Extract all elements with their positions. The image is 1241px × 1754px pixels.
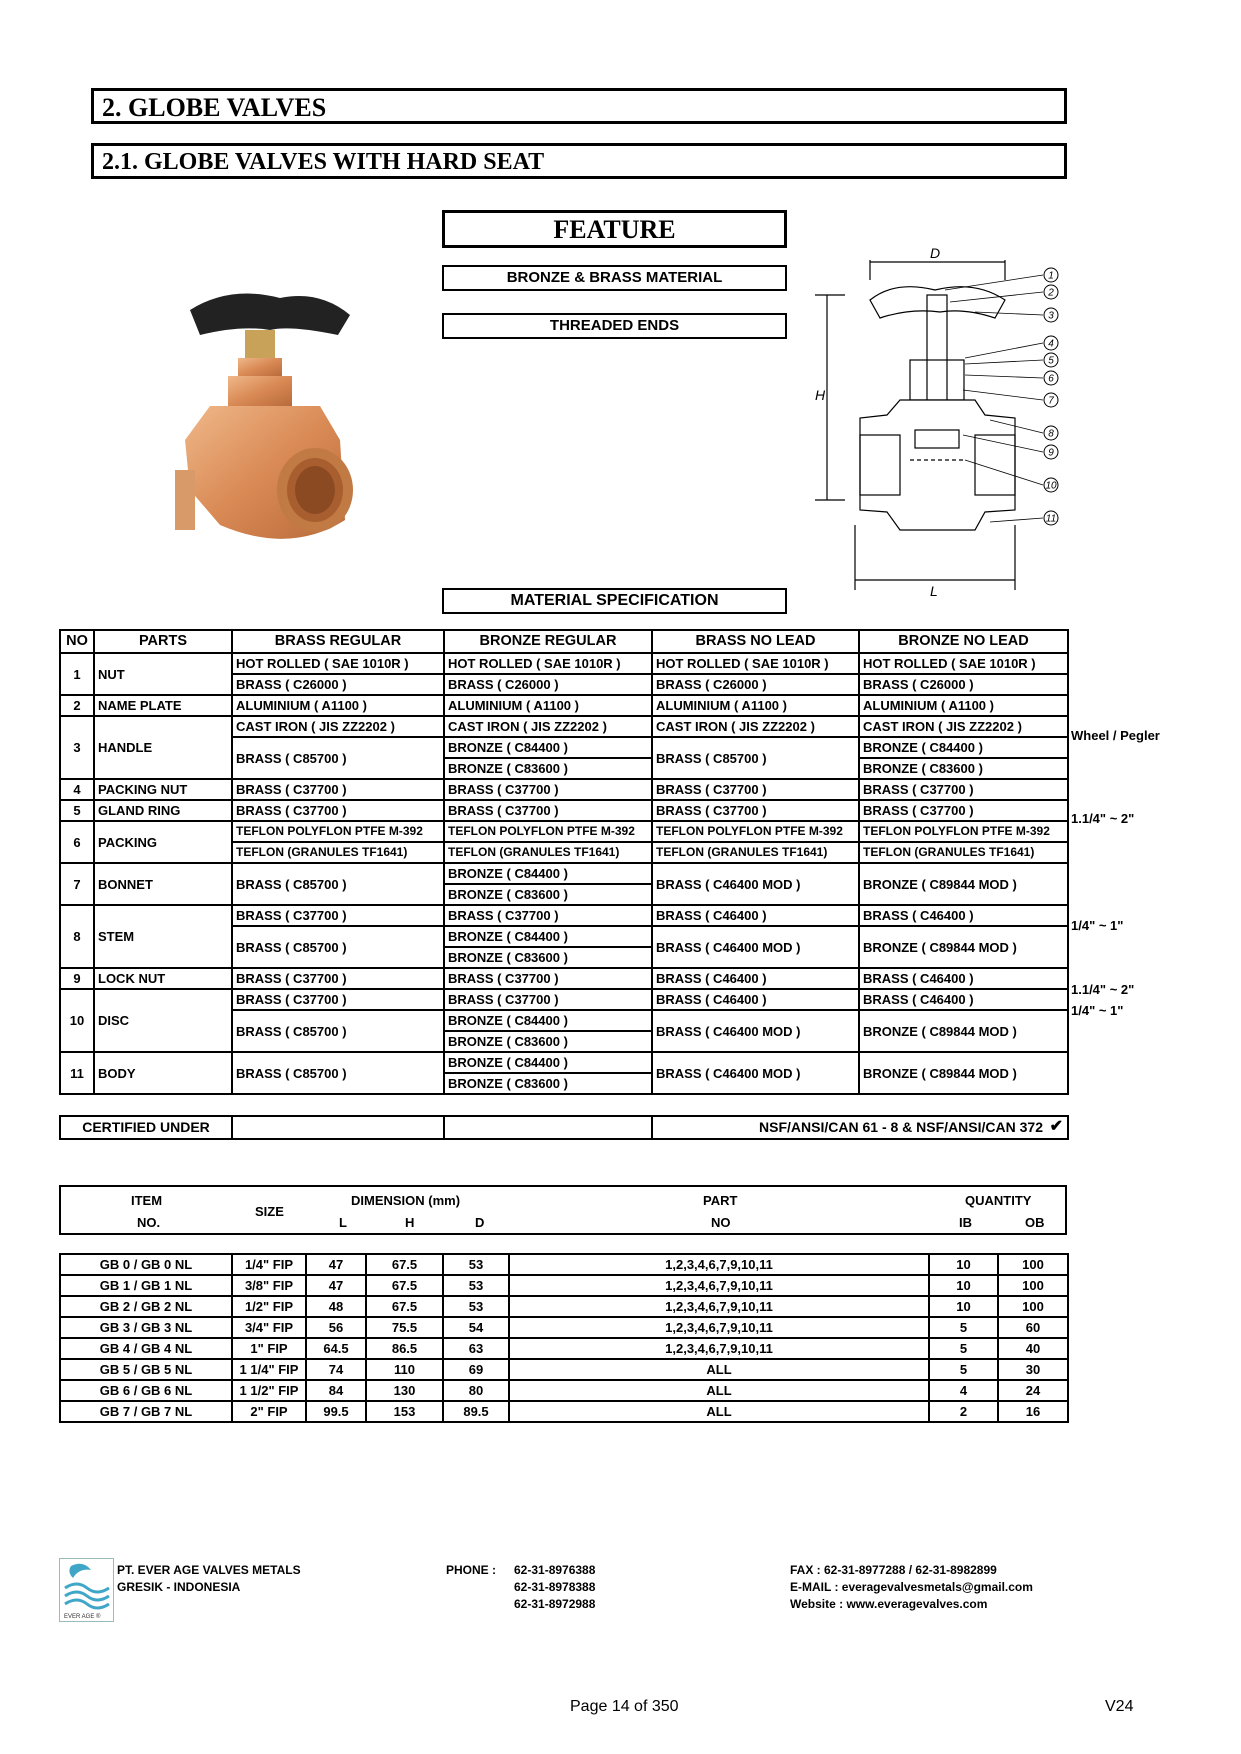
phone-label: PHONE : (446, 1563, 497, 1577)
side-note-disc: 1/4" ~ 1" (1071, 1003, 1124, 1018)
cell-item: GB 5 / GB 5 NL (60, 1359, 232, 1380)
callout-number: 11 (1045, 513, 1057, 525)
cell: BRASS ( C37700 ) (652, 800, 859, 821)
col-no: NO (60, 630, 94, 653)
cell-h: 130 (366, 1380, 443, 1401)
cell: BRASS ( C46400 MOD ) (652, 926, 859, 968)
feature-item-label: THREADED ENDS (549, 317, 680, 334)
section-heading (91, 88, 1067, 124)
cell: BRONZE ( C84400 ) (444, 737, 652, 758)
table-row (60, 968, 1068, 989)
dimension-table-header (59, 1185, 1067, 1235)
table-row (60, 821, 1068, 842)
material-spec-box (442, 588, 787, 614)
cell-part: ALL (509, 1359, 929, 1380)
cell-part: 1,2,3,4,6,7,9,10,11 (509, 1338, 929, 1359)
table-row (60, 905, 1068, 926)
callout-leader (965, 375, 1043, 378)
material-spec-label: MATERIAL SPECIFICATION (510, 592, 719, 609)
header-l: L (339, 1215, 347, 1230)
cell: BRASS ( C26000 ) (652, 674, 859, 695)
cell: BRASS ( C37700 ) (859, 800, 1068, 821)
cell: BRASS ( C37700 ) (444, 989, 652, 1010)
row-no: 2 (60, 695, 94, 716)
table-row (60, 1380, 1068, 1401)
cell: BRASS ( C37700 ) (859, 779, 1068, 800)
dim-label-h: H (815, 387, 826, 403)
cell: BRONZE ( C84400 ) (444, 1010, 652, 1031)
feature-title-box (442, 210, 787, 248)
side-note-handle: Wheel / Pegler (1071, 728, 1160, 743)
table-row (60, 1254, 1068, 1275)
row-part: PACKING NUT (94, 779, 232, 800)
website-link[interactable]: Website : www.everagevalves.com (790, 1597, 988, 1611)
cell-size: 1/4" FIP (232, 1254, 306, 1275)
cell: ALUMINIUM ( A1100 ) (859, 695, 1068, 716)
cell-d: 69 (443, 1359, 509, 1380)
section-title: 2. GLOBE VALVES (102, 93, 327, 122)
checkmark-icon: ✔ (1049, 1118, 1063, 1135)
cell: BRONZE ( C84400 ) (444, 926, 652, 947)
cell-ob: 24 (998, 1380, 1068, 1401)
phone-1: 62-31-8976388 (514, 1563, 596, 1577)
material-header-row (60, 630, 1068, 653)
cell-size: 1/2" FIP (232, 1296, 306, 1317)
callout-leader (963, 390, 1043, 400)
cell: BRASS ( C37700 ) (444, 800, 652, 821)
header-size: SIZE (255, 1204, 284, 1219)
table-row (60, 863, 1068, 884)
cell: BRONZE ( C84400 ) (859, 737, 1068, 758)
cell: TEFLON (GRANULES TF1641) (232, 842, 444, 863)
table-row (60, 1359, 1068, 1380)
cell-ob: 100 (998, 1275, 1068, 1296)
cell (232, 1116, 444, 1139)
callout-number: 8 (1048, 428, 1054, 440)
row-part: NUT (94, 653, 232, 695)
cell-item: GB 2 / GB 2 NL (60, 1296, 232, 1317)
header-ob: OB (1025, 1215, 1045, 1230)
phone-2: 62-31-8978388 (514, 1580, 596, 1594)
cell: BRASS ( C26000 ) (444, 674, 652, 695)
cell: BRASS ( C37700 ) (232, 905, 444, 926)
cell-size: 2" FIP (232, 1401, 306, 1422)
logo-text: EVER AGE ® (64, 1614, 101, 1620)
row-part: DISC (94, 989, 232, 1052)
callout-number: 7 (1048, 395, 1054, 407)
subsection-heading (91, 143, 1067, 179)
cell-l: 48 (306, 1296, 366, 1317)
cell: CAST IRON ( JIS ZZ2202 ) (652, 716, 859, 737)
cell-d: 80 (443, 1380, 509, 1401)
callout-leader (965, 360, 1043, 364)
header-dimension: DIMENSION (mm) (351, 1193, 461, 1208)
cell-ib: 5 (929, 1359, 998, 1380)
side-note-lock-nut: 1.1/4" ~ 2" (1071, 982, 1135, 997)
cell-ib: 5 (929, 1317, 998, 1338)
cell: BRONZE ( C89844 MOD ) (859, 926, 1068, 968)
cell: ALUMINIUM ( A1100 ) (652, 695, 859, 716)
side-note-stem: 1/4" ~ 1" (1071, 918, 1124, 933)
cell: BRASS ( C46400 ) (859, 905, 1068, 926)
cell-l: 47 (306, 1254, 366, 1275)
row-no: 6 (60, 821, 94, 863)
cell-part: 1,2,3,4,6,7,9,10,11 (509, 1275, 929, 1296)
cell: BRASS ( C46400 MOD ) (652, 1010, 859, 1052)
cell: BRASS ( C46400 ) (652, 968, 859, 989)
cell: ALUMINIUM ( A1100 ) (444, 695, 652, 716)
callout-number: 6 (1048, 373, 1054, 385)
cell: BRASS ( C46400 ) (859, 989, 1068, 1010)
cell-part: 1,2,3,4,6,7,9,10,11 (509, 1317, 929, 1338)
cell: BRASS ( C26000 ) (232, 674, 444, 695)
table-row (60, 1338, 1068, 1359)
email: E-MAIL : everagevalvesmetals@gmail.com (790, 1580, 1033, 1594)
cell-h: 86.5 (366, 1338, 443, 1359)
phone-3: 62-31-8972988 (514, 1597, 596, 1611)
subsection-title: 2.1. GLOBE VALVES WITH HARD SEAT (102, 149, 545, 175)
header-item-no: NO. (137, 1215, 161, 1230)
cell-ob: 40 (998, 1338, 1068, 1359)
cell-d: 53 (443, 1275, 509, 1296)
cell-l: 84 (306, 1380, 366, 1401)
feature-item-material (442, 265, 787, 291)
cell-size: 1 1/2" FIP (232, 1380, 306, 1401)
cell: CAST IRON ( JIS ZZ2202 ) (859, 716, 1068, 737)
row-no: 4 (60, 779, 94, 800)
cell: BRASS ( C85700 ) (232, 926, 444, 968)
cell: TEFLON POLYFLON PTFE M-392 (652, 821, 859, 842)
cell-l: 56 (306, 1317, 366, 1338)
cell-ob: 100 (998, 1254, 1068, 1275)
cell: BRASS ( C37700 ) (444, 905, 652, 926)
cell-ib: 10 (929, 1254, 998, 1275)
cell: BRONZE ( C89844 MOD ) (859, 1052, 1068, 1094)
cell-d: 54 (443, 1317, 509, 1338)
cell-d: 53 (443, 1254, 509, 1275)
header-ib: IB (959, 1215, 972, 1230)
cell: BRASS ( C37700 ) (232, 968, 444, 989)
cell-h: 67.5 (366, 1254, 443, 1275)
header-h: H (405, 1215, 415, 1230)
cell: BRASS ( C85700 ) (232, 737, 444, 779)
cell-item: GB 3 / GB 3 NL (60, 1317, 232, 1338)
cell: BRASS ( C46400 ) (652, 989, 859, 1010)
cell: BRASS ( C85700 ) (652, 737, 859, 779)
callout-leader (990, 518, 1043, 522)
cell-l: 64.5 (306, 1338, 366, 1359)
row-part: HANDLE (94, 716, 232, 779)
cell: BRASS ( C46400 MOD ) (652, 1052, 859, 1094)
col-parts: PARTS (94, 630, 232, 653)
cell-size: 3/4" FIP (232, 1317, 306, 1338)
cell-item: GB 6 / GB 6 NL (60, 1380, 232, 1401)
version-label: V24 (1105, 1698, 1134, 1715)
cell: TEFLON POLYFLON PTFE M-392 (232, 821, 444, 842)
cell-ib: 2 (929, 1401, 998, 1422)
callout-number: 2 (1048, 287, 1054, 299)
table-row (60, 1317, 1068, 1338)
callout-number: 4 (1048, 338, 1054, 350)
table-row (60, 800, 1068, 821)
cell-ib: 10 (929, 1275, 998, 1296)
row-part: NAME PLATE (94, 695, 232, 716)
row-part: BONNET (94, 863, 232, 905)
cell-h: 67.5 (366, 1275, 443, 1296)
certified-table (59, 1115, 1069, 1140)
material-spec-table (59, 629, 1069, 1095)
dim-label-l: L (930, 583, 938, 599)
cell: TEFLON (GRANULES TF1641) (859, 842, 1068, 863)
cell (444, 1116, 652, 1139)
cell: BRASS ( C37700 ) (444, 968, 652, 989)
cell: TEFLON POLYFLON PTFE M-392 (859, 821, 1068, 842)
cell-l: 99.5 (306, 1401, 366, 1422)
col-bronze-regular: BRONZE REGULAR (444, 630, 652, 653)
header-item: ITEM (131, 1193, 163, 1208)
cell-item: GB 4 / GB 4 NL (60, 1338, 232, 1359)
cell: BRASS ( C85700 ) (232, 863, 444, 905)
globe-valve-photo (170, 290, 370, 570)
cell-ob: 60 (998, 1317, 1068, 1338)
cell: HOT ROLLED ( SAE 1010R ) (232, 653, 444, 674)
cell-h: 67.5 (366, 1296, 443, 1317)
valve-cross-section-drawing (815, 240, 1075, 610)
certified-value: NSF/ANSI/CAN 61 - 8 & NSF/ANSI/CAN 372 (759, 1119, 1043, 1135)
cell: BRASS ( C26000 ) (859, 674, 1068, 695)
table-row (60, 716, 1068, 737)
callout-number: 10 (1045, 480, 1057, 492)
cell-part: 1,2,3,4,6,7,9,10,11 (509, 1296, 929, 1317)
cell-h: 75.5 (366, 1317, 443, 1338)
header-d: D (475, 1215, 485, 1230)
row-part: GLAND RING (94, 800, 232, 821)
callout-leader (945, 275, 1043, 290)
cell: BRONZE ( C83600 ) (444, 758, 652, 779)
cell: BRONZE ( C84400 ) (444, 1052, 652, 1073)
table-row (60, 779, 1068, 800)
page-number: Page 14 of 350 (570, 1698, 679, 1715)
row-no: 7 (60, 863, 94, 905)
cell: BRASS ( C37700 ) (652, 779, 859, 800)
cell: ALUMINIUM ( A1100 ) (232, 695, 444, 716)
cell: BRASS ( C85700 ) (232, 1052, 444, 1094)
cell: TEFLON POLYFLON PTFE M-392 (444, 821, 652, 842)
feature-title: FEATURE (553, 215, 676, 244)
callout-number: 3 (1048, 310, 1054, 322)
feature-item-ends (442, 313, 787, 339)
cell-item: GB 1 / GB 1 NL (60, 1275, 232, 1296)
cell: BRASS ( C46400 MOD ) (652, 863, 859, 905)
cell: HOT ROLLED ( SAE 1010R ) (859, 653, 1068, 674)
table-row (60, 653, 1068, 674)
callout-number: 9 (1048, 447, 1054, 459)
header-part: PART (703, 1193, 738, 1208)
row-part: PACKING (94, 821, 232, 863)
cell: TEFLON (GRANULES TF1641) (652, 842, 859, 863)
callout-number: 5 (1048, 355, 1054, 367)
certified-value-cell (652, 1116, 1068, 1139)
cell: BRASS ( C37700 ) (444, 779, 652, 800)
row-part: STEM (94, 905, 232, 968)
cell: BRONZE ( C83600 ) (859, 758, 1068, 779)
cell: BRONZE ( C83600 ) (444, 884, 652, 905)
row-no: 5 (60, 800, 94, 821)
table-row (60, 1401, 1068, 1422)
callout-number: 1 (1048, 270, 1054, 282)
header-part-no: NO (711, 1215, 731, 1230)
cell-d: 63 (443, 1338, 509, 1359)
table-row (60, 989, 1068, 1010)
cell: HOT ROLLED ( SAE 1010R ) (652, 653, 859, 674)
cell-size: 1" FIP (232, 1338, 306, 1359)
company-location: GRESIK - INDONESIA (117, 1580, 241, 1594)
cell: TEFLON (GRANULES TF1641) (444, 842, 652, 863)
row-part: LOCK NUT (94, 968, 232, 989)
table-row (60, 695, 1068, 716)
cell: HOT ROLLED ( SAE 1010R ) (444, 653, 652, 674)
company-logo (59, 1558, 114, 1622)
col-bronze-no-lead: BRONZE NO LEAD (859, 630, 1068, 653)
row-no: 1 (60, 653, 94, 695)
dimension-table (59, 1253, 1069, 1423)
cell: BRASS ( C46400 ) (652, 905, 859, 926)
cell-l: 47 (306, 1275, 366, 1296)
cell-ob: 100 (998, 1296, 1068, 1317)
cell: BRASS ( C37700 ) (232, 800, 444, 821)
cell: BRONZE ( C83600 ) (444, 1031, 652, 1052)
table-row (60, 1052, 1068, 1073)
cell-ib: 10 (929, 1296, 998, 1317)
col-brass-regular: BRASS REGULAR (232, 630, 444, 653)
cell-h: 110 (366, 1359, 443, 1380)
company-name: PT. EVER AGE VALVES METALS (117, 1563, 301, 1577)
cell: BRONZE ( C89844 MOD ) (859, 1010, 1068, 1052)
side-note-gland-ring: 1.1/4" ~ 2" (1071, 811, 1135, 826)
fax: FAX : 62-31-8977288 / 62-31-8982899 (790, 1563, 997, 1577)
certified-label: CERTIFIED UNDER (60, 1116, 232, 1139)
cell: BRONZE ( C84400 ) (444, 863, 652, 884)
cell-ib: 4 (929, 1380, 998, 1401)
cell-h: 153 (366, 1401, 443, 1422)
cell-ob: 30 (998, 1359, 1068, 1380)
cell-item: GB 0 / GB 0 NL (60, 1254, 232, 1275)
cell-d: 89.5 (443, 1401, 509, 1422)
cell: CAST IRON ( JIS ZZ2202 ) (232, 716, 444, 737)
cell-ib: 5 (929, 1338, 998, 1359)
row-no: 3 (60, 716, 94, 779)
cell-part: ALL (509, 1380, 929, 1401)
cell-part: 1,2,3,4,6,7,9,10,11 (509, 1254, 929, 1275)
cell-part: ALL (509, 1401, 929, 1422)
row-no: 8 (60, 905, 94, 968)
cell-size: 1 1/4" FIP (232, 1359, 306, 1380)
row-no: 11 (60, 1052, 94, 1094)
cell-d: 53 (443, 1296, 509, 1317)
cell: BRASS ( C85700 ) (232, 1010, 444, 1052)
row-no: 10 (60, 989, 94, 1052)
dim-label-d: D (930, 245, 941, 261)
cell-ob: 16 (998, 1401, 1068, 1422)
cell-size: 3/8" FIP (232, 1275, 306, 1296)
cell: BRONZE ( C83600 ) (444, 947, 652, 968)
feature-item-label: BRONZE & BRASS MATERIAL (506, 269, 723, 286)
cell: BRASS ( C37700 ) (232, 779, 444, 800)
header-quantity: QUANTITY (965, 1193, 1032, 1208)
callout-leader (965, 343, 1043, 358)
row-part: BODY (94, 1052, 232, 1094)
cell: BRASS ( C46400 ) (859, 968, 1068, 989)
cell-item: GB 7 / GB 7 NL (60, 1401, 232, 1422)
cell: CAST IRON ( JIS ZZ2202 ) (444, 716, 652, 737)
cell: BRONZE ( C89844 MOD ) (859, 863, 1068, 905)
table-row (60, 1275, 1068, 1296)
row-no: 9 (60, 968, 94, 989)
col-brass-no-lead: BRASS NO LEAD (652, 630, 859, 653)
cell: BRASS ( C37700 ) (232, 989, 444, 1010)
cell-l: 74 (306, 1359, 366, 1380)
cell: BRONZE ( C83600 ) (444, 1073, 652, 1094)
certified-row (60, 1116, 1068, 1139)
table-row (60, 1296, 1068, 1317)
